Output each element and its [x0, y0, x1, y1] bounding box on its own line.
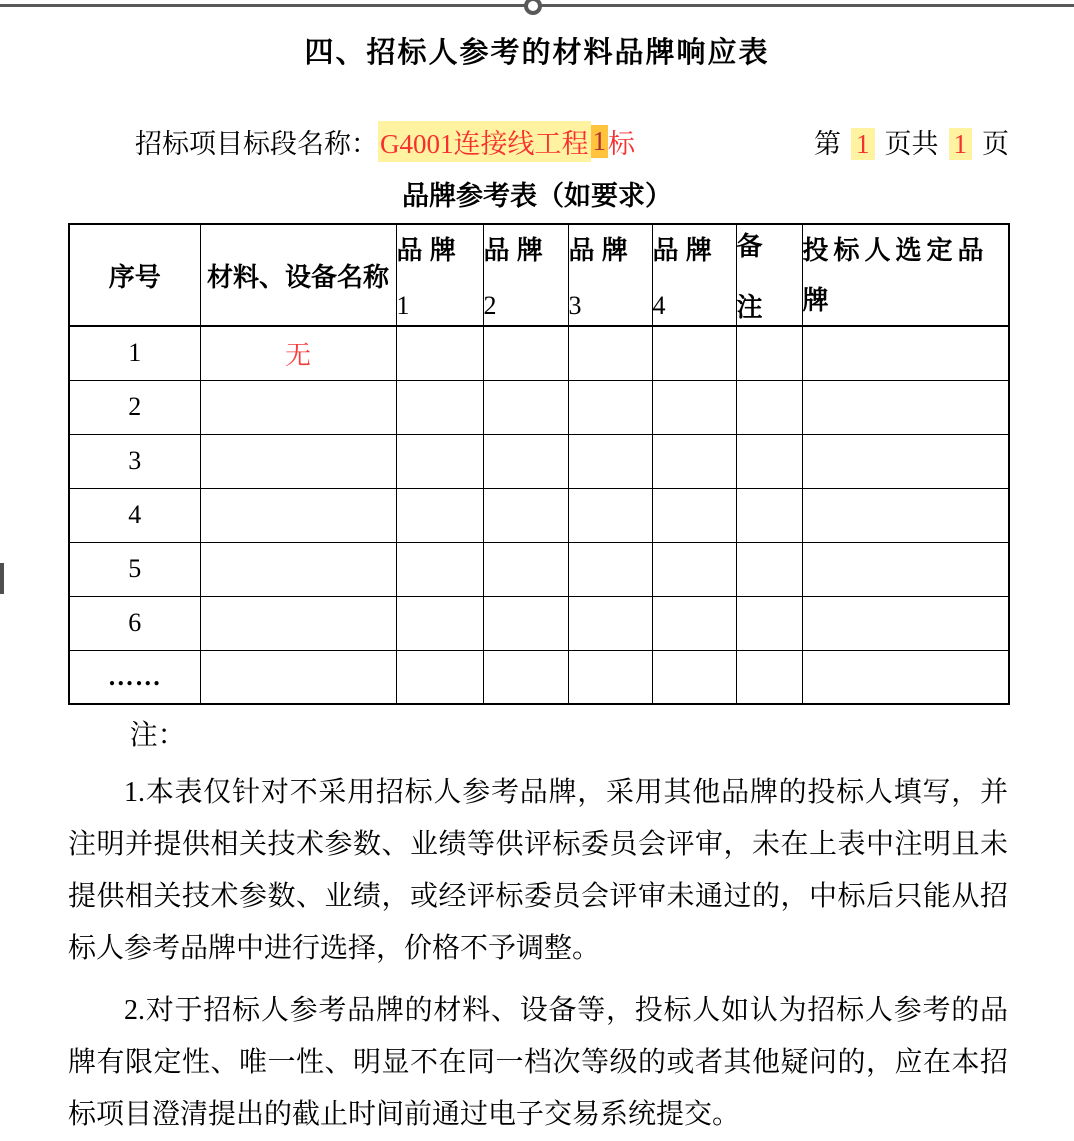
- header-brand4-label: 品 牌: [652, 234, 712, 265]
- brand3-cell: [568, 380, 652, 434]
- header-seq: 序号: [69, 224, 200, 326]
- row-number-cell: 5: [69, 542, 200, 596]
- remark-cell: [736, 326, 802, 380]
- total-page-number: 1: [949, 128, 973, 160]
- page-title: 四、招标人参考的材料品牌响应表: [304, 37, 770, 69]
- header-brand4-number: 4: [652, 290, 666, 320]
- remark-cell: [736, 380, 802, 434]
- brand2-cell: [483, 488, 568, 542]
- header-brand4: [652, 224, 736, 326]
- remark-cell: [736, 650, 802, 704]
- brand1-cell: [396, 650, 483, 704]
- header-brand2-label: 品 牌: [483, 234, 543, 265]
- header-brand1-label: 品 牌: [396, 234, 456, 265]
- brand3-cell: [568, 434, 652, 488]
- row-number-cell: ……: [69, 650, 200, 704]
- page-info-middle: 页共: [884, 129, 939, 159]
- material-name-cell: [200, 650, 396, 704]
- header-brand1-number: 1: [396, 290, 410, 320]
- table-row: [69, 380, 1009, 434]
- remark-cell: [736, 596, 802, 650]
- brand3-cell: [568, 542, 652, 596]
- current-page-number: 1: [851, 128, 875, 160]
- header-remark-line1: 备: [736, 231, 763, 261]
- brand3-cell: [568, 650, 652, 704]
- selected-brand-cell: [802, 542, 1009, 596]
- material-name-cell: [200, 596, 396, 650]
- page-number-info: [809, 122, 1014, 161]
- brand2-cell: [483, 380, 568, 434]
- header-selected-brand: 投标人选定品牌: [802, 224, 1009, 326]
- brand4-cell: [652, 434, 736, 488]
- header-remark: [736, 224, 802, 326]
- table-row: [69, 434, 1009, 488]
- brand1-cell: [396, 596, 483, 650]
- row-number-cell: 2: [69, 380, 200, 434]
- brand2-cell: [483, 542, 568, 596]
- material-name-cell: [200, 488, 396, 542]
- table-row: [69, 326, 1009, 380]
- table-row: [69, 596, 1009, 650]
- row-number-cell: 6: [69, 596, 200, 650]
- brand4-cell: [652, 380, 736, 434]
- project-info-line: [135, 121, 1014, 162]
- brand4-cell: [652, 542, 736, 596]
- header-material-name: 材料、设备名称: [200, 224, 396, 326]
- header-remark-line2: 注: [736, 292, 763, 322]
- table-title: 品牌参考表（如要求）: [402, 181, 672, 211]
- notes-label: 注：: [129, 720, 186, 751]
- project-name-suffix: 标: [608, 129, 635, 159]
- brand3-cell: [568, 326, 652, 380]
- row-number-cell: 1: [69, 326, 200, 380]
- brand2-cell: [483, 326, 568, 380]
- brand2-cell: [483, 596, 568, 650]
- header-brand2-number: 2: [483, 290, 497, 320]
- remark-cell: [736, 488, 802, 542]
- note-paragraph-2: 2.对于招标人参考品牌的材料、设备等，投标人如认为招标人参考的品牌有限定性、唯一性、明显不在同一档次等级的或者其他疑问的，应在本招标项目澄清提出的截止时间前通过电子交易系统提交。: [68, 995, 1008, 1130]
- brand3-cell: [568, 596, 652, 650]
- brand3-cell: [568, 488, 652, 542]
- selected-brand-cell: [802, 326, 1009, 380]
- brand1-cell: [396, 488, 483, 542]
- brand4-cell: [652, 326, 736, 380]
- material-name-cell: [200, 380, 396, 434]
- remark-cell: [736, 542, 802, 596]
- project-name-highlighted: G4001连接线工程: [378, 121, 591, 162]
- page-info-prefix: 第: [814, 129, 841, 159]
- header-brand2: [483, 224, 568, 326]
- brand4-cell: [652, 488, 736, 542]
- table-row: [69, 542, 1009, 596]
- header-row: [69, 224, 1009, 326]
- brand1-cell: [396, 380, 483, 434]
- selected-brand-cell: [802, 380, 1009, 434]
- selected-brand-cell: [802, 596, 1009, 650]
- row-number-cell: 4: [69, 488, 200, 542]
- page-info-suffix: 页: [982, 129, 1009, 159]
- material-name-cell: 无: [200, 326, 396, 380]
- brand2-cell: [483, 650, 568, 704]
- table-row: [69, 488, 1009, 542]
- remark-cell: [736, 434, 802, 488]
- header-brand1: [396, 224, 483, 326]
- material-name-cell: [200, 542, 396, 596]
- selected-brand-cell: [802, 650, 1009, 704]
- selected-brand-cell: [802, 488, 1009, 542]
- brand4-cell: [652, 596, 736, 650]
- brand1-cell: [396, 326, 483, 380]
- brand2-cell: [483, 434, 568, 488]
- header-brand3: [568, 224, 652, 326]
- brand1-cell: [396, 542, 483, 596]
- selected-brand-cell: [802, 434, 1009, 488]
- material-name-cell: [200, 434, 396, 488]
- row-number-cell: 3: [69, 434, 200, 488]
- note-paragraph-1: 1.本表仅针对不采用招标人参考品牌，采用其他品牌的投标人填写，并注明并提供相关技术参数、业绩等供评标委员会评审，未在上表中注明且未提供相关技术参数、业绩，或经评标委员会评审未通过的，中标后只能从招标人参考品牌中进行选择，价格不予调整。: [68, 777, 1008, 964]
- brand1-cell: [396, 434, 483, 488]
- table-row-ellipsis: [69, 650, 1009, 704]
- project-label: 招标项目标段名称：: [135, 129, 378, 159]
- left-edge-scrollbar-fragment: [0, 563, 4, 594]
- brand-reference-table: [68, 223, 1010, 705]
- project-name-number-highlighted: 1: [592, 126, 606, 156]
- header-brand3-number: 3: [568, 290, 582, 320]
- header-brand3-label: 品 牌: [568, 234, 628, 265]
- brand4-cell: [652, 650, 736, 704]
